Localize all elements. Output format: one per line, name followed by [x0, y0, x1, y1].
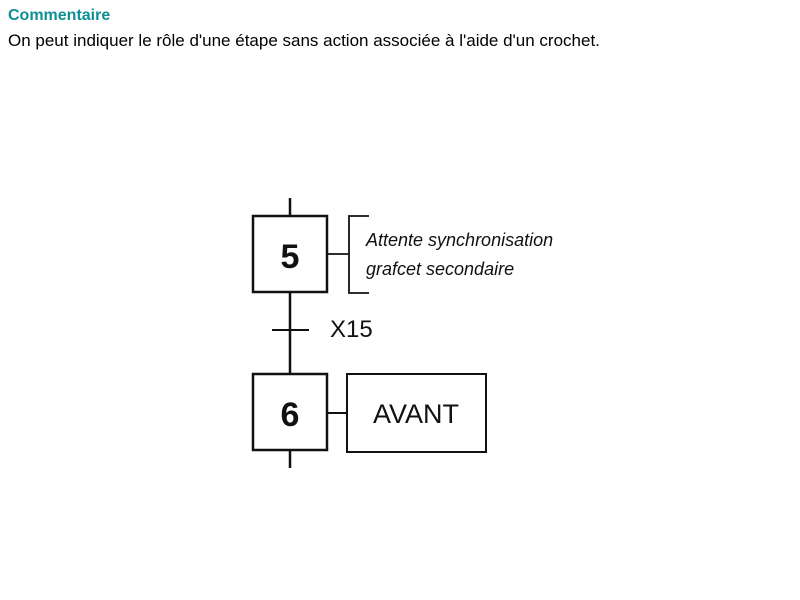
step-6-number: 6	[280, 396, 300, 434]
action-label: AVANT	[372, 399, 460, 429]
step-5-comment-line1: Attente synchronisation	[366, 230, 554, 250]
transition-label: X15	[330, 316, 373, 343]
comment-text: On peut indiquer le rôle d'une étape sans action associée à l'aide d'un crochet.	[8, 31, 600, 50]
comment-bracket	[327, 216, 369, 293]
step-5-number: 5	[280, 238, 300, 276]
step-5-comment-line2: grafcet secondaire	[366, 259, 515, 279]
comment-heading: Commentaire	[8, 7, 111, 24]
step-6	[253, 374, 327, 450]
step-5	[253, 216, 327, 292]
